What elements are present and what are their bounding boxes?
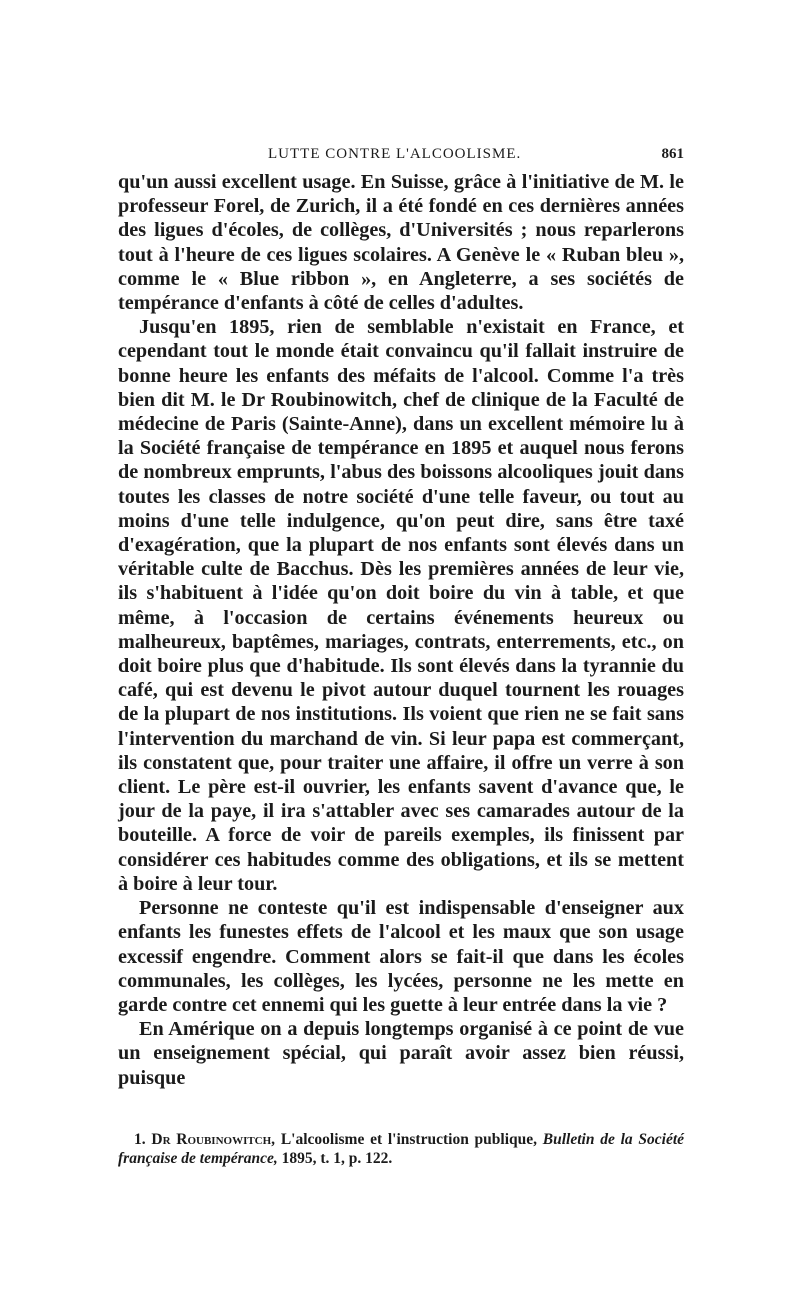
running-title: LUTTE CONTRE L'ALCOOLISME. xyxy=(268,146,522,162)
paragraph-1: qu'un aussi excellent usage. En Suisse, grâce à l'initiative de M. le professeur Forel, de Zurich, il a été fondé en ces dernières années des ligues d'écoles, de collèges, d'Universités ; nous reparlerons tout à l'heure de ces ligues scolaires. A Genève le « Ruban bleu », comme le « Blue ribbon », en Angleterre, a ses sociétés de tempérance d'enfants à côté de celles d'adultes. xyxy=(118,171,684,315)
footnote-1 xyxy=(118,1130,684,1168)
book-page xyxy=(118,146,684,1168)
paragraph-3: Personne ne conteste qu'il est indispensable d'enseigner aux enfants les funestes effets de l'alcool et les maux que son usage excessif engendre. Comment alors se fait-il que dans les écoles communales, les collèges, les lycées, personne ne les mette en garde contre cet ennemi qui les guette à leur entrée dans la vie ? xyxy=(118,897,684,1016)
footnote-details: 1895, t. 1, p. 122. xyxy=(281,1149,393,1167)
body-text xyxy=(118,170,684,1090)
footnote-author: Dr Roubinowitch, xyxy=(151,1130,276,1148)
paragraph-2: Jusqu'en 1895, rien de semblable n'existait en France, et cependant tout le monde était convaincu qu'il fallait instruire de bonne heure les enfants des méfaits de l'alcool. Comme l'a très bien dit M. le Dr Roubinowitch, chef de clinique de la Faculté de médecine de Paris (Sainte-Anne), dans un excellent mémoire lu à la Société française de tempérance en 1895 et auquel nous ferons de nombreux emprunts, l'abus des boissons alcooliques jouit dans toutes les classes de notre société d'une telle faveur, ou tout au moins d'une telle indulgence, qu'on peut dire, sans être taxé d'exagération, que la plupart de nos enfants sont élevés dans un véritable culte de Bacchus. Dès les premières années de leur vie, ils s'habituent à l'idée qu'on doit boire du vin à table, et que même, à l'occasion de certains événements heureux ou malheureux, baptêmes, mariages, contrats, enterrements, etc., on doit boire plus que d'habitude. Ils sont élevés dans la tyrannie du café, qui est devenu le pivot autour duquel tournent les rouages de la plupart de nos institutions. Ils voient que rien ne se fait sans l'intervention du marchand de vin. Si leur papa est commerçant, ils constatent que, pour traiter une affaire, il offre un verre à son client. Le père est-il ouvrier, les enfants savent d'avance que, le jour de la paye, il ira s'attabler avec ses camarades autour de la bouteille. A force de voir de pareils exemples, ils finissent par considérer ces habitudes comme des obligations, et ils se mettent à boire à leur tour. xyxy=(118,316,684,895)
footnotes xyxy=(118,1130,684,1168)
footnote-marker: 1. xyxy=(134,1130,146,1148)
running-head xyxy=(118,146,684,170)
paragraph-4: En Amérique on a depuis longtemps organisé à ce point de vue un enseignement spécial, qui paraît avoir assez bien réussi, puisque xyxy=(118,1018,684,1089)
page-number: 861 xyxy=(661,146,684,162)
footnote-title: L'alcoolisme et l'instruction publique, xyxy=(280,1130,538,1148)
footnote-journal: Bulletin de la Société française de tempérance, xyxy=(118,1130,685,1167)
